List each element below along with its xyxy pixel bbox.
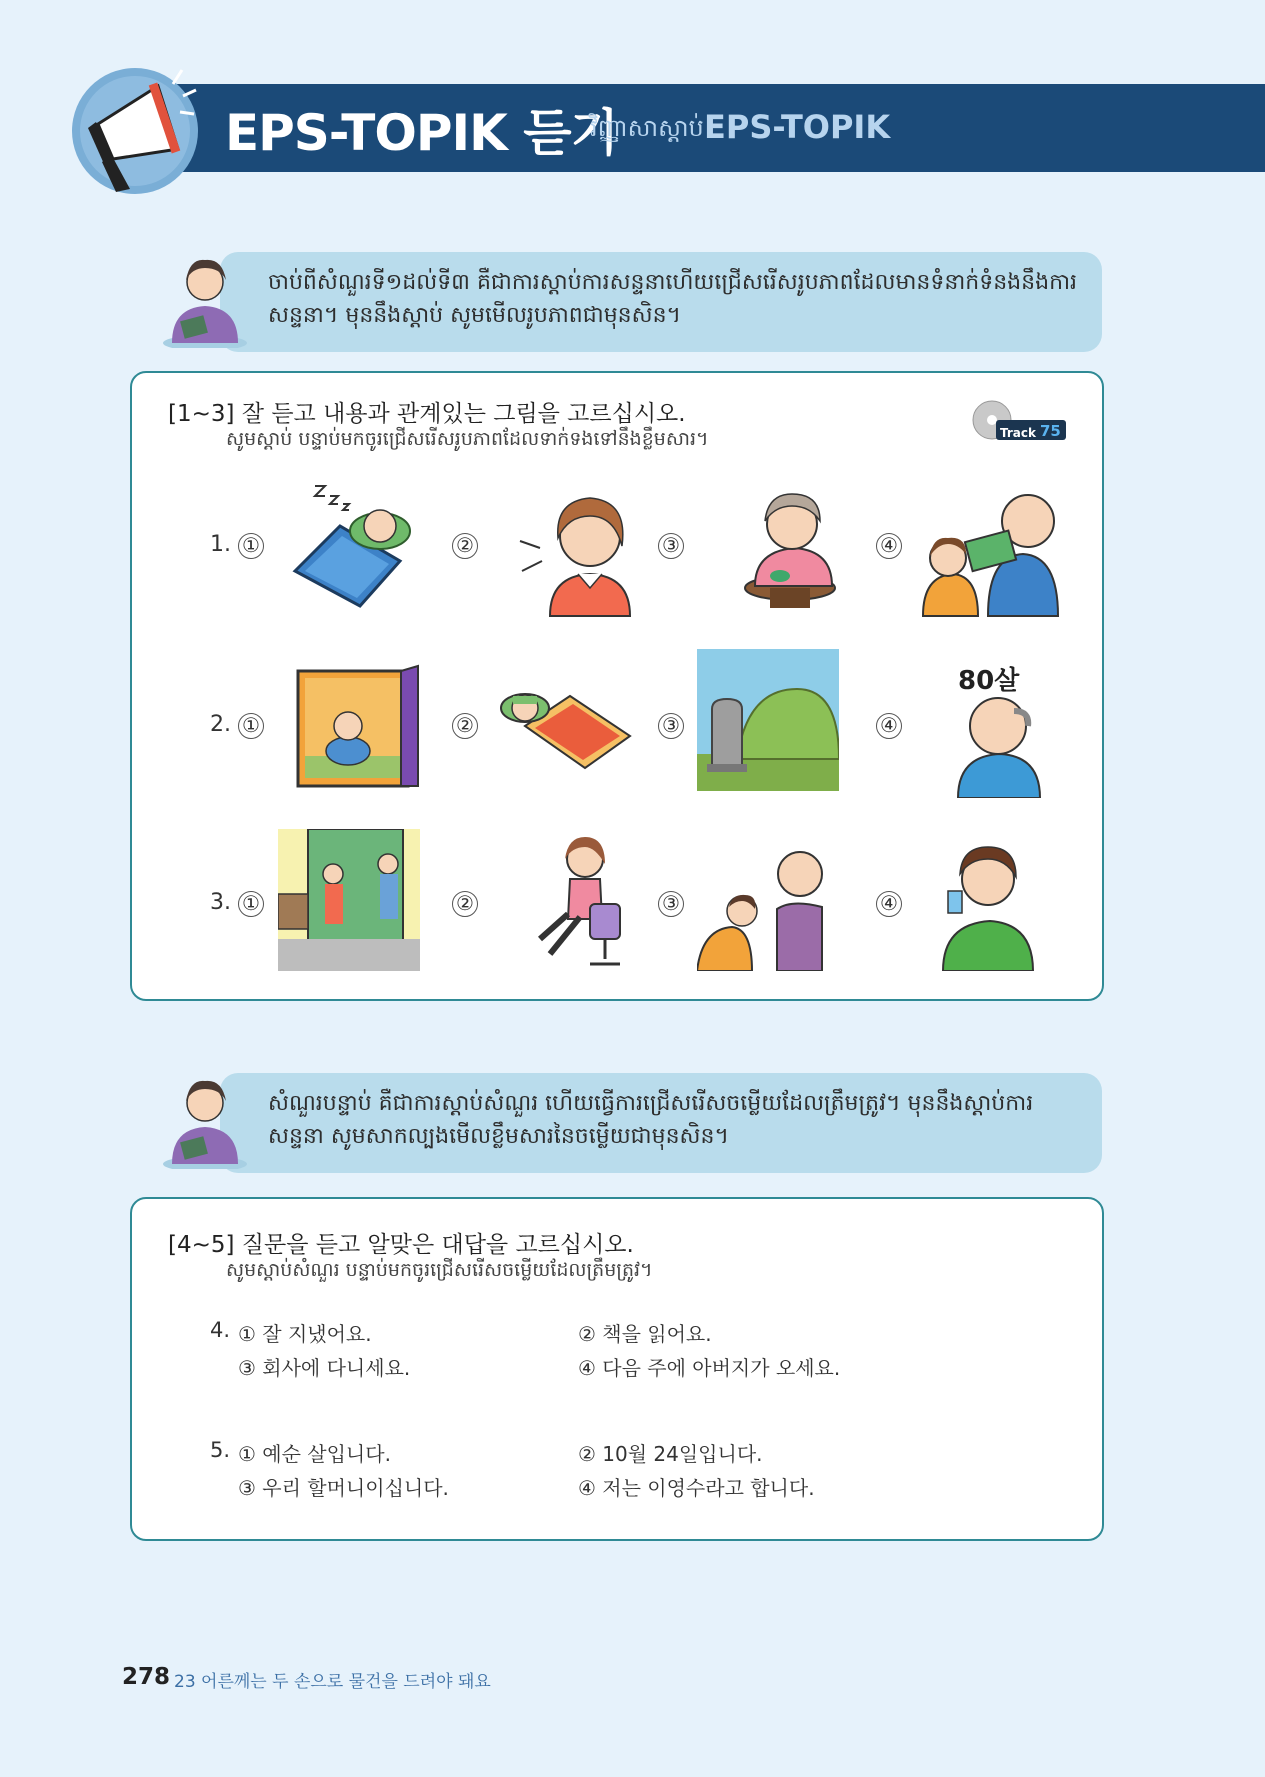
giving-gift-image[interactable] <box>918 476 1060 618</box>
grandmother-eating-image[interactable] <box>720 476 862 618</box>
option-mark[interactable]: ④ <box>876 533 902 559</box>
chapter-title: 23 어른께는 두 손으로 물건을 드려야 돼요 <box>174 1672 491 1692</box>
answer-option[interactable]: ③ 우리 할머니이십니다. <box>238 1476 449 1500</box>
sleeping-person-image[interactable] <box>285 476 427 618</box>
question-number: 5. <box>210 1438 231 1462</box>
subway-seat-image[interactable] <box>278 829 420 971</box>
sick-person-bed-image[interactable] <box>495 656 637 798</box>
option-mark[interactable]: ③ <box>658 713 684 739</box>
track-label: Track <box>1000 426 1036 440</box>
section1-heading: [1~3] 잘 듣고 내용과 관계있는 그림을 고르십시오. <box>168 401 686 427</box>
question-number: 2. <box>210 712 231 737</box>
answer-option[interactable]: ② 책을 읽어요. <box>578 1322 712 1346</box>
instruction-text-1: ចាប់ពីសំណួរទី១ដល់ទី៣ គឺជាការស្តាប់ការសន្ទនាហើយជ្រើសរើសរូបភាពដែលមានទំនាក់ទំនងនឹងការសន្ទនា។ មុននឹងស្តាប់ សូមមើលរូបភាពជាមុនសិន។ <box>268 270 1078 328</box>
instruction-text-2: សំណួរបន្ទាប់ គឺជាការស្តាប់សំណួរ ហើយធ្វើការជ្រើសរើសចម្លើយដែលត្រឹមត្រូវ។ មុននឹងស្តាប់ការសន្ទនា សូមសាកល្បងមើលខ្លឹមសារនៃចម្លើយជាមុនសិន។ <box>268 1091 1034 1149</box>
option-mark[interactable]: ① <box>238 713 264 739</box>
question-number: 4. <box>210 1318 231 1342</box>
page-number: 278 <box>122 1664 171 1690</box>
man-drinking-image[interactable] <box>918 829 1060 971</box>
option-mark[interactable]: ③ <box>658 533 684 559</box>
man-in-room-image[interactable] <box>293 656 435 798</box>
answer-option[interactable]: ③ 회사에 다니세요. <box>238 1356 411 1380</box>
section1-subheading: សូមស្តាប់ បន្ទាប់មកចូរជ្រើសរើសរូបភាពដែលទាក់ទងទៅនឹងខ្លឹមសារ។ <box>226 428 709 450</box>
option-mark[interactable]: ② <box>452 713 478 739</box>
page-title: EPS-TOPIK 듣기 <box>225 104 618 162</box>
question-number: 3. <box>210 890 231 915</box>
answer-option[interactable]: ① 예순 살입니다. <box>238 1442 391 1466</box>
header-subtitle-en: EPS-TOPIK <box>704 108 891 146</box>
answer-option[interactable]: ④ 저는 이영수라고 합니다. <box>578 1476 815 1500</box>
header-subtitle-khmer: វិញ្ញាសាស្តាប់ <box>590 114 704 142</box>
track-number: 75 <box>1040 422 1061 440</box>
option-mark[interactable]: ① <box>238 891 264 917</box>
woman-sitting-image[interactable] <box>510 829 652 971</box>
bowing-to-elder-image[interactable] <box>697 829 839 971</box>
question-number: 1. <box>210 532 231 557</box>
megaphone-icon <box>68 64 203 194</box>
answer-option[interactable]: ① 잘 지냈어요. <box>238 1322 372 1346</box>
answer-option[interactable]: ④ 다음 주에 아버지가 오세요. <box>578 1356 841 1380</box>
teacher-icon <box>160 1069 250 1169</box>
option-mark[interactable]: ③ <box>658 891 684 917</box>
option-mark[interactable]: ② <box>452 533 478 559</box>
section2-heading: [4~5] 질문을 듣고 알맞은 대답을 고르십시오. <box>168 1232 634 1258</box>
woman-talking-image[interactable] <box>510 476 652 618</box>
option-mark[interactable]: ④ <box>876 713 902 739</box>
teacher-icon <box>160 248 250 348</box>
option-mark[interactable]: ② <box>452 891 478 917</box>
age-sign: 80살 <box>958 666 1020 696</box>
option-mark[interactable]: ① <box>238 533 264 559</box>
option-mark[interactable]: ④ <box>876 891 902 917</box>
grave-image[interactable] <box>697 649 839 791</box>
answer-option[interactable]: ② 10월 24일입니다. <box>578 1442 763 1466</box>
section2-subheading: សូមស្តាប់សំណួរ បន្ទាប់មកចូរជ្រើសរើសចម្លើយដែលត្រឹមត្រូវ។ <box>226 1259 653 1281</box>
